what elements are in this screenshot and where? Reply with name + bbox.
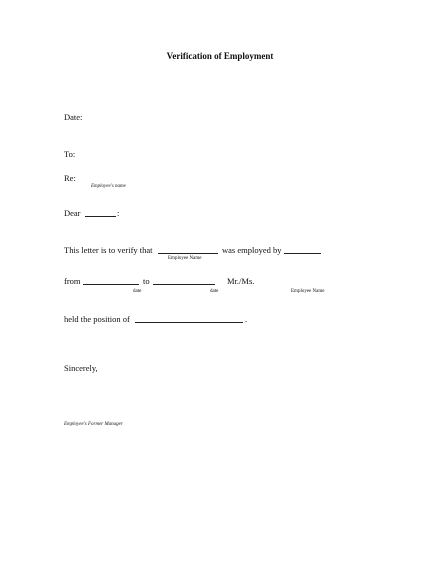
- employed-by-text: was employed by: [222, 245, 282, 255]
- re-label: Re:: [64, 173, 76, 183]
- end-date-caption: date: [210, 289, 219, 294]
- employee-name-caption: Employee Name: [168, 256, 202, 261]
- verify-text: This letter is to verify that: [64, 245, 153, 255]
- end-date-blank: [153, 284, 215, 285]
- held-position-text: held the position of: [64, 314, 130, 324]
- signature-caption: Employee's Former Manager: [64, 422, 123, 427]
- held-punct: .: [245, 314, 248, 324]
- re-caption: Employee's name: [91, 184, 126, 189]
- dear-blank: [85, 216, 116, 217]
- from-label: from: [64, 276, 81, 286]
- mr-ms-label: Mr./Ms.: [227, 276, 255, 286]
- date-label: Date:: [64, 112, 83, 122]
- dear-punct: :: [117, 208, 120, 218]
- to-label: To:: [64, 149, 76, 159]
- position-blank: [135, 322, 243, 323]
- employer-blank: [284, 253, 321, 254]
- closing-text: Sincerely,: [64, 363, 98, 373]
- start-date-blank: [83, 284, 139, 285]
- employee-name-caption-2: Employee Name: [291, 289, 325, 294]
- dear-label: Dear: [64, 208, 81, 218]
- employee-name-blank: [158, 253, 218, 254]
- document-title: Verification of Employment: [166, 51, 274, 61]
- to-word: to: [143, 276, 150, 286]
- start-date-caption: date: [133, 289, 142, 294]
